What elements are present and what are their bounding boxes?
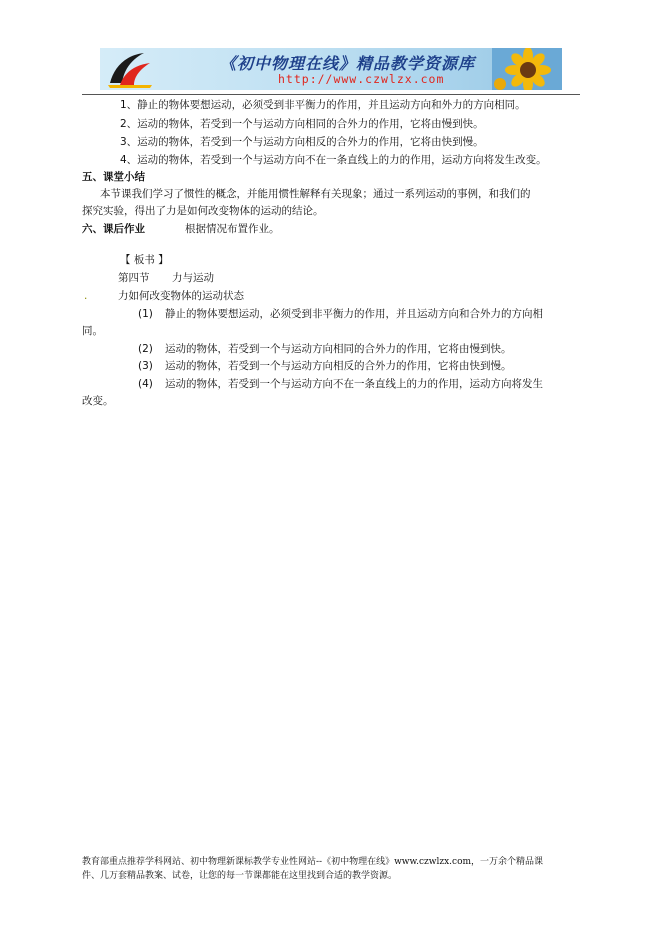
board-item-2-text: 运动的物体，若受到一个与运动方向相同的合外力的作用，它将由慢到快。 bbox=[165, 343, 512, 355]
board-item-1-text-cont: 同。 bbox=[82, 325, 103, 337]
board-item-4-text-cont: 改变。 bbox=[82, 395, 114, 407]
section6-heading: 六、课后作业 bbox=[82, 223, 145, 235]
board-item-2-number: (2) bbox=[138, 343, 153, 355]
swoosh-logo-icon bbox=[104, 49, 156, 89]
board-item-4-number: (4) bbox=[138, 378, 153, 390]
conclusion-item-1: 1、静止的物体要想运动，必须受到非平衡力的作用，并且运动方向和外力的方向相同。 bbox=[120, 99, 526, 111]
board-section-number: 第四节 bbox=[118, 272, 150, 284]
board-section-title: 力与运动 bbox=[172, 272, 214, 284]
board-item-1-number: (1) bbox=[138, 308, 153, 320]
section5-text-line2: 探究实验，得出了力是如何改变物体的运动的结论。 bbox=[82, 205, 324, 217]
banner-url: http://www.czwlzx.com bbox=[278, 72, 445, 86]
section6-text: 根据情况布置作业。 bbox=[185, 223, 280, 235]
section5-text-line1: 本节课我们学习了惯性的概念，并能用惯性解释有关现象；通过一系列运动的事例，和我们的 bbox=[100, 188, 531, 200]
page-footer bbox=[82, 855, 588, 883]
board-item-1-text: 静止的物体要想运动，必须受到非平衡力的作用，并且运动方向和合外力的方向相 bbox=[165, 308, 543, 320]
banner-title: 《初中物理在线》精品教学资源库 bbox=[220, 54, 476, 73]
board-item-4-text: 运动的物体，若受到一个与运动方向不在一条直线上的力的作用，运动方向将发生 bbox=[165, 378, 543, 390]
footer-line2: 件、几万套精品教案、试卷，让您的每一节课都能在这里找到合适的教学资源。 bbox=[82, 871, 398, 881]
board-topic: 力如何改变物体的运动状态 bbox=[118, 290, 244, 302]
board-bullet: . bbox=[84, 290, 88, 302]
board-item-3-text: 运动的物体，若受到一个与运动方向相反的合外力的作用，它将由快到慢。 bbox=[165, 360, 512, 372]
conclusion-item-3: 3、运动的物体，若受到一个与运动方向相反的合外力的作用，它将由快到慢。 bbox=[120, 136, 484, 148]
header-banner bbox=[100, 48, 562, 90]
board-label: 【 板书 】 bbox=[120, 254, 169, 266]
conclusion-item-4: 4、运动的物体，若受到一个与运动方向不在一条直线上的力的作用，运动方向将发生改变。 bbox=[120, 154, 547, 166]
sunflower-icon bbox=[492, 48, 562, 90]
conclusion-item-2: 2、运动的物体，若受到一个与运动方向相同的合外力的作用，它将由慢到快。 bbox=[120, 118, 484, 130]
header-divider bbox=[82, 94, 580, 95]
section5-heading: 五、课堂小结 bbox=[82, 171, 145, 183]
footer-line1: 教育部重点推荐学科网站、初中物理新课标教学专业性网站--《初中物理在线》www.czwlzx.com，一万余个精品课 bbox=[82, 857, 544, 867]
board-item-3-number: (3) bbox=[138, 360, 153, 372]
